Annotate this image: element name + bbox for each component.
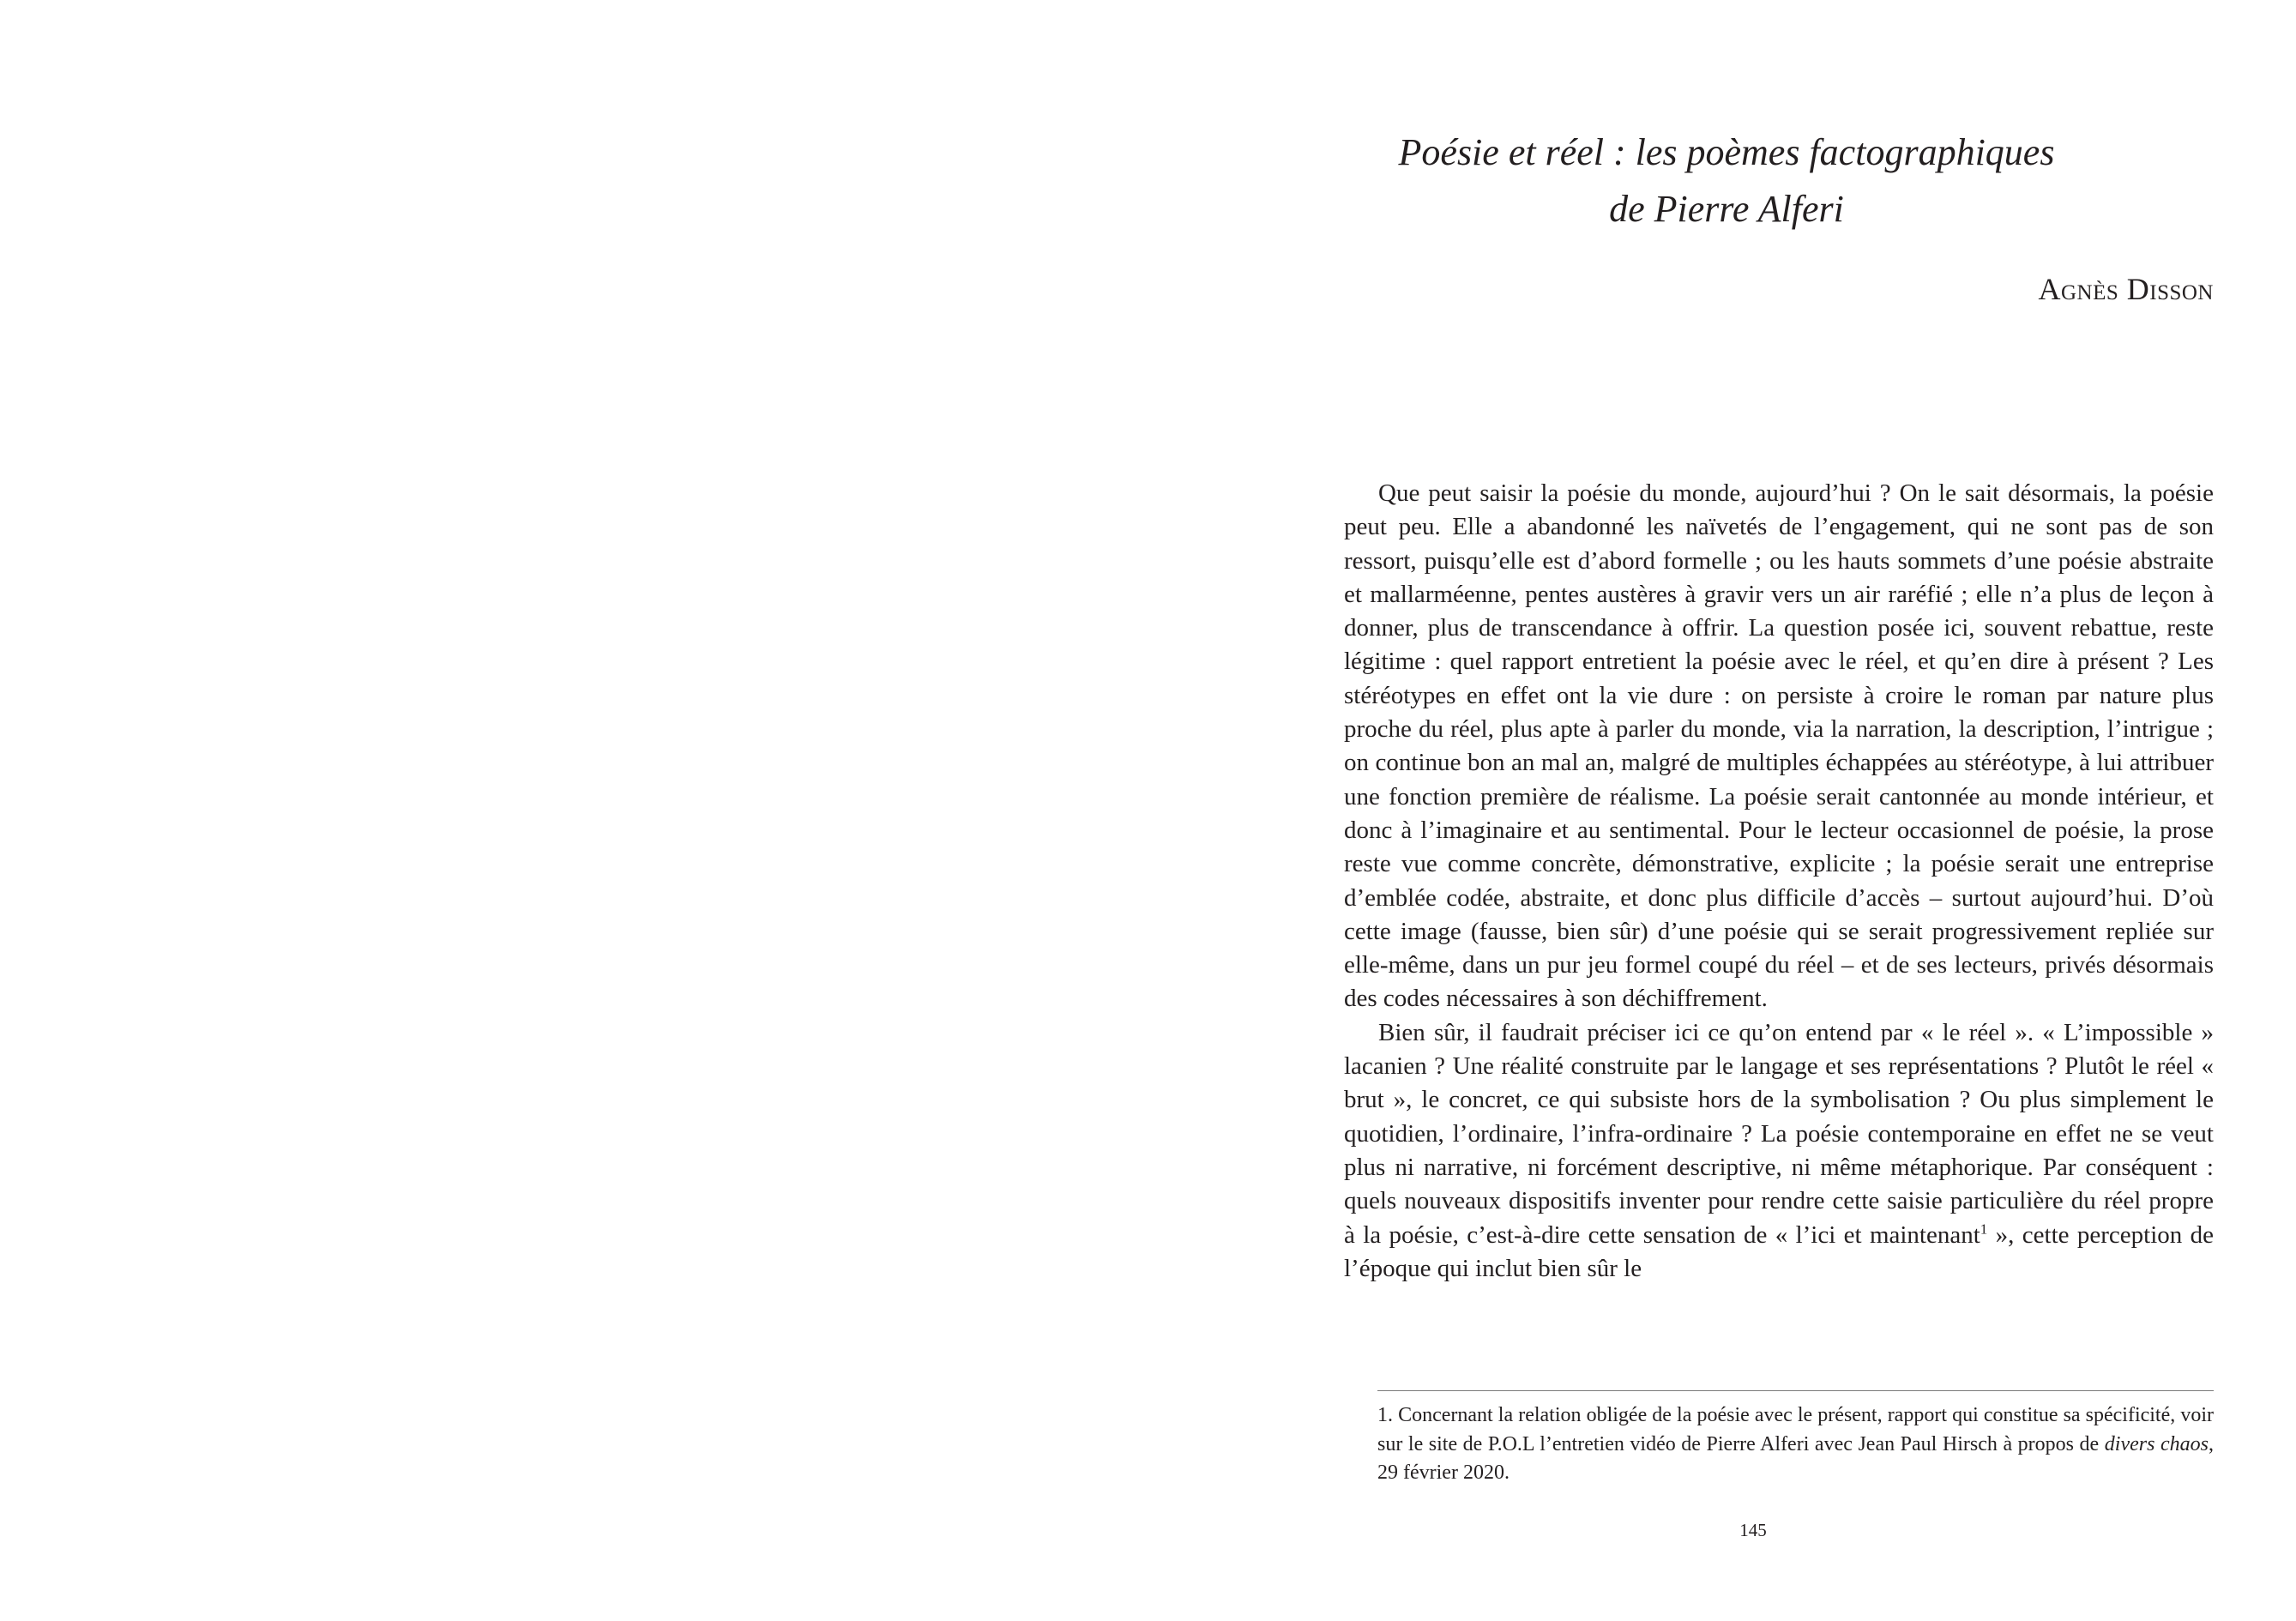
- footnote-separator: [1377, 1390, 2214, 1391]
- body-paragraph-2-start: Bien sûr, il faudrait préciser ici ce qu’on entend par « le réel ». « L’impossible » lacanien ? Une réalité construite par le langage et ses représentations ? Plutôt le réel « brut », le concret, ce qui subsiste hors de la symbolisation ? Ou plus simplement le quotidien, l’ordinaire, l’infra-ordinaire ? La poésie contemporaine en effet ne se veut plus ni narrative, ni forcément descriptive, ni même métaphorique. Par conséquent : quels nouveaux dispositifs inventer pour rendre cette saisie particulière du réel propre à la poésie, c’est-à-dire cette sensation de « l’ici et maintenant: [1344, 1018, 2214, 1249]
- footnote-1: [1377, 1401, 2214, 1488]
- right-page: [1148, 0, 2296, 1621]
- footnote-text-end: , 29 février 2020.: [1377, 1432, 2214, 1484]
- article-body: [1344, 477, 2214, 1286]
- body-paragraph-2: [1344, 1016, 2214, 1286]
- article-title-line-1: Poésie et réel : les poèmes factographiques: [1398, 131, 2055, 173]
- article-author: Agnès Disson: [2038, 272, 2214, 306]
- body-paragraph-2-end: », cette perception de l’époque qui inclut bien sûr le: [1344, 1220, 2214, 1282]
- page-number: 145: [1739, 1520, 1767, 1540]
- footnote-reference: 1: [1980, 1220, 1988, 1237]
- footnote-text-start: 1. Concernant la relation obligée de la poésie avec le présent, rapport qui constitue sa spécificité, voir sur le site de P.O.L l’entretien vidéo de Pierre Alferi avec Jean Paul Hirsch à propos de: [1377, 1404, 2214, 1455]
- article-title: [1319, 124, 2134, 238]
- article-title-line-2: de Pierre Alferi: [1609, 188, 1844, 230]
- footnote-book-title: divers chaos: [2104, 1432, 2209, 1455]
- body-paragraph-1: Que peut saisir la poésie du monde, aujourd’hui ? On le sait désormais, la poésie peut peu. Elle a abandonné les naïvetés de l’engagement, qui ne sont pas de son ressort, puisqu’elle est d’abord formelle ; ou les hauts sommets d’une poésie abstraite et mallarméenne, pentes austères à gravir vers un air raréfié ; elle n’a plus de leçon à donner, plus de transcendance à offrir. La question posée ici, souvent rebattue, reste légitime : quel rapport entretient la poésie avec le réel, et qu’en dire à présent ? Les stéréotypes en effet ont la vie dure : on persiste à croire le roman par nature plus proche du réel, plus apte à parler du monde, via la narration, la description, l’intrigue ; on continue bon an mal an, malgré de multiples échappées au stéréotype, à lui attribuer une fonction première de réalisme. La poésie serait cantonnée au monde intérieur, et donc à l’imaginaire et au sentimental. Pour le lecteur occasionnel de poésie, la prose reste vue comme concrète, démonstrative, explicite ; la poésie serait une entreprise d’emblée codée, abstraite, et donc plus difficile d’accès – surtout aujourd’hui. D’où cette image (fausse, bien sûr) d’une poésie qui se serait progressivement repliée sur elle-même, dans un pur jeu formel coupé du réel – et de ses lecteurs, privés désormais des codes nécessaires à son déchiffrement.: [1344, 479, 2214, 1013]
